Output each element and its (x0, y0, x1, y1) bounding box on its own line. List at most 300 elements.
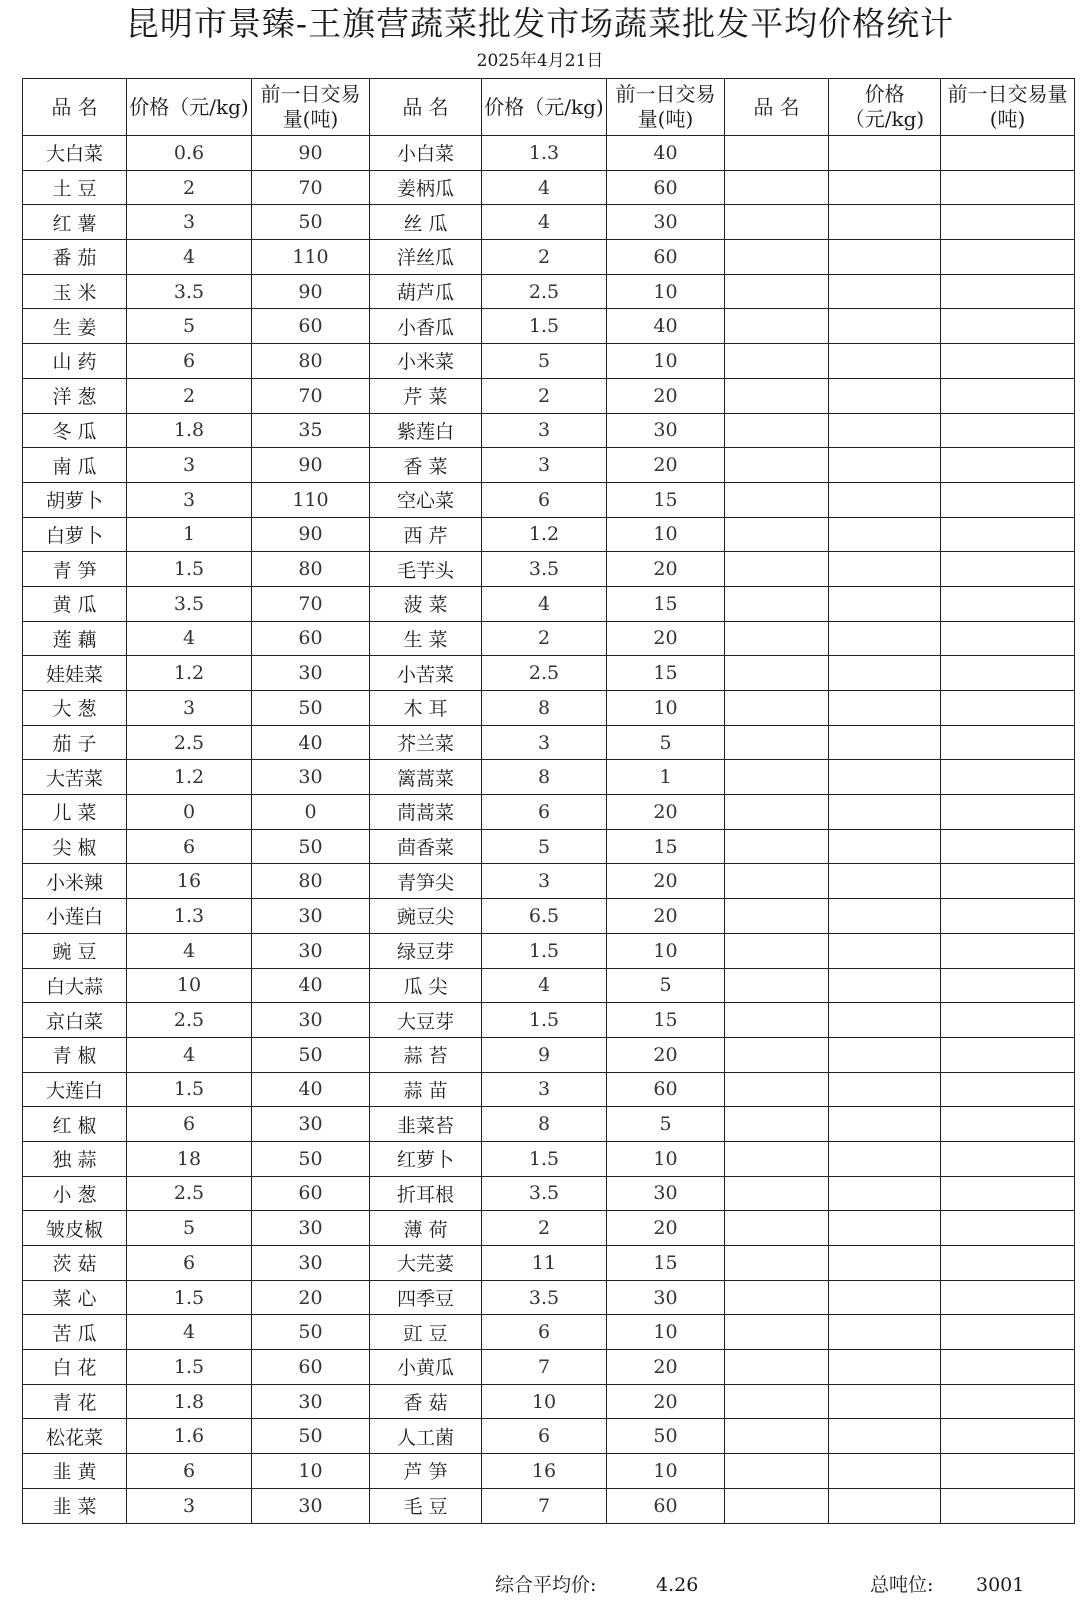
header-row (23, 79, 1075, 136)
veg-price: 4 (482, 586, 607, 621)
empty-cell (941, 864, 1075, 899)
veg-name: 红 椒 (23, 1107, 127, 1142)
veg-name: 毛芋头 (370, 552, 482, 587)
veg-name: 红萝卜 (370, 1141, 482, 1176)
empty-cell (725, 1003, 829, 1038)
veg-volume: 110 (252, 240, 370, 275)
veg-volume: 70 (252, 170, 370, 205)
empty-cell (829, 1176, 941, 1211)
veg-price: 2 (482, 378, 607, 413)
empty-cell (725, 1141, 829, 1176)
veg-price: 3 (482, 413, 607, 448)
veg-volume: 10 (607, 691, 725, 726)
veg-name: 韭菜苔 (370, 1107, 482, 1142)
veg-price: 7 (482, 1488, 607, 1523)
table-row (23, 864, 1075, 899)
veg-name: 韭 黄 (23, 1454, 127, 1489)
veg-price: 3.5 (482, 1280, 607, 1315)
empty-cell (725, 586, 829, 621)
empty-cell (941, 1003, 1075, 1038)
veg-volume: 50 (252, 1037, 370, 1072)
veg-volume: 40 (607, 309, 725, 344)
veg-price: 2.5 (127, 725, 252, 760)
veg-volume: 30 (252, 1211, 370, 1246)
veg-name: 莲 藕 (23, 621, 127, 656)
empty-cell (941, 274, 1075, 309)
table-row (23, 413, 1075, 448)
veg-volume: 40 (607, 136, 725, 171)
empty-cell (829, 586, 941, 621)
veg-price: 3 (482, 1072, 607, 1107)
veg-price: 10 (127, 968, 252, 1003)
empty-cell (829, 274, 941, 309)
veg-name: 四季豆 (370, 1280, 482, 1315)
veg-volume: 50 (607, 1419, 725, 1454)
veg-name: 冬 瓜 (23, 413, 127, 448)
empty-cell (829, 1037, 941, 1072)
empty-cell (941, 309, 1075, 344)
veg-price: 3 (127, 205, 252, 240)
veg-volume: 10 (607, 1454, 725, 1489)
empty-cell (725, 1280, 829, 1315)
veg-price: 0 (127, 795, 252, 830)
veg-name: 韭 菜 (23, 1488, 127, 1523)
veg-name: 小米菜 (370, 344, 482, 379)
table-row (23, 586, 1075, 621)
table-row (23, 795, 1075, 830)
total-tonnage-label: 总吨位: (870, 1574, 934, 1596)
veg-name: 芹 菜 (370, 378, 482, 413)
veg-name: 小黄瓜 (370, 1350, 482, 1385)
table-row (23, 621, 1075, 656)
veg-price: 0.6 (127, 136, 252, 171)
veg-price: 2 (482, 1211, 607, 1246)
veg-price: 6 (127, 1454, 252, 1489)
veg-name: 儿 菜 (23, 795, 127, 830)
empty-cell (829, 691, 941, 726)
empty-cell (829, 1246, 941, 1281)
veg-name: 白 花 (23, 1350, 127, 1385)
veg-volume: 15 (607, 829, 725, 864)
empty-cell (941, 656, 1075, 691)
header-name-2: 品 名 (370, 79, 482, 136)
veg-volume: 80 (252, 864, 370, 899)
empty-cell (725, 309, 829, 344)
veg-volume: 50 (252, 1315, 370, 1350)
empty-cell (941, 1246, 1075, 1281)
veg-volume: 15 (607, 1246, 725, 1281)
veg-name: 白萝卜 (23, 517, 127, 552)
empty-cell (829, 552, 941, 587)
empty-cell (941, 1315, 1075, 1350)
veg-name: 小香瓜 (370, 309, 482, 344)
veg-name: 洋 葱 (23, 378, 127, 413)
veg-name: 小米辣 (23, 864, 127, 899)
table-row (23, 725, 1075, 760)
empty-cell (725, 413, 829, 448)
veg-volume: 40 (252, 725, 370, 760)
veg-volume: 10 (607, 1141, 725, 1176)
veg-price: 4 (482, 968, 607, 1003)
veg-name: 洋丝瓜 (370, 240, 482, 275)
table-row (23, 933, 1075, 968)
veg-name: 蒜 苗 (370, 1072, 482, 1107)
veg-price: 8 (482, 691, 607, 726)
table-row (23, 1246, 1075, 1281)
empty-cell (725, 1350, 829, 1385)
table-row (23, 1003, 1075, 1038)
veg-price: 1.8 (127, 413, 252, 448)
empty-cell (941, 517, 1075, 552)
veg-name: 茴香菜 (370, 829, 482, 864)
empty-cell (829, 448, 941, 483)
veg-volume: 1 (607, 760, 725, 795)
table-row (23, 656, 1075, 691)
veg-price: 18 (127, 1141, 252, 1176)
veg-volume: 70 (252, 586, 370, 621)
veg-name: 青 椒 (23, 1037, 127, 1072)
veg-price: 1.5 (127, 1280, 252, 1315)
veg-price: 1.5 (482, 309, 607, 344)
empty-cell (941, 691, 1075, 726)
veg-name: 青 笋 (23, 552, 127, 587)
veg-price: 2 (482, 621, 607, 656)
empty-cell (829, 1107, 941, 1142)
veg-price: 6 (482, 482, 607, 517)
empty-cell (829, 864, 941, 899)
veg-price: 1.2 (482, 517, 607, 552)
veg-name: 皱皮椒 (23, 1211, 127, 1246)
veg-price: 1.3 (127, 899, 252, 934)
table-row (23, 829, 1075, 864)
veg-name: 茨 菇 (23, 1246, 127, 1281)
veg-price: 1.5 (127, 552, 252, 587)
veg-volume: 5 (607, 968, 725, 1003)
header-volume-3: 前一日交易量(吨) (941, 79, 1075, 136)
veg-name: 茄 子 (23, 725, 127, 760)
empty-cell (941, 1454, 1075, 1489)
empty-cell (829, 656, 941, 691)
table-row (23, 378, 1075, 413)
veg-name: 大白菜 (23, 136, 127, 171)
empty-cell (725, 482, 829, 517)
veg-name: 南 瓜 (23, 448, 127, 483)
veg-volume: 20 (607, 864, 725, 899)
empty-cell (941, 795, 1075, 830)
veg-price: 1.2 (127, 656, 252, 691)
empty-cell (941, 170, 1075, 205)
veg-price: 8 (482, 760, 607, 795)
veg-price: 2.5 (482, 656, 607, 691)
veg-volume: 20 (607, 378, 725, 413)
empty-cell (725, 1107, 829, 1142)
veg-price: 7 (482, 1350, 607, 1385)
veg-volume: 30 (252, 1003, 370, 1038)
empty-cell (941, 1176, 1075, 1211)
empty-cell (725, 1246, 829, 1281)
empty-cell (829, 1454, 941, 1489)
veg-volume: 30 (252, 1107, 370, 1142)
veg-price: 5 (482, 829, 607, 864)
veg-name: 胡萝卜 (23, 482, 127, 517)
table-row (23, 1107, 1075, 1142)
veg-volume: 30 (252, 656, 370, 691)
empty-cell (725, 1211, 829, 1246)
veg-price: 16 (127, 864, 252, 899)
empty-cell (725, 378, 829, 413)
empty-cell (725, 760, 829, 795)
veg-name: 蒜 苔 (370, 1037, 482, 1072)
veg-price: 5 (127, 1211, 252, 1246)
veg-name: 大 葱 (23, 691, 127, 726)
veg-price: 3 (482, 448, 607, 483)
empty-cell (725, 1454, 829, 1489)
veg-name: 小苦菜 (370, 656, 482, 691)
veg-name: 青笋尖 (370, 864, 482, 899)
veg-volume: 80 (252, 344, 370, 379)
empty-cell (829, 170, 941, 205)
veg-volume: 20 (607, 1350, 725, 1385)
veg-name: 绿豆芽 (370, 933, 482, 968)
veg-price: 2.5 (127, 1176, 252, 1211)
veg-volume: 50 (252, 1419, 370, 1454)
empty-cell (941, 378, 1075, 413)
veg-name: 娃娃菜 (23, 656, 127, 691)
empty-cell (941, 1280, 1075, 1315)
table-row (23, 1419, 1075, 1454)
average-price-value: 4.26 (656, 1574, 699, 1596)
veg-price: 1.5 (482, 933, 607, 968)
table-row (23, 1072, 1075, 1107)
veg-name: 白大蒜 (23, 968, 127, 1003)
veg-name: 菠 菜 (370, 586, 482, 621)
veg-name: 大苦菜 (23, 760, 127, 795)
empty-cell (941, 413, 1075, 448)
empty-cell (725, 205, 829, 240)
empty-cell (829, 240, 941, 275)
header-name-3: 品 名 (725, 79, 829, 136)
veg-volume: 60 (607, 240, 725, 275)
empty-cell (941, 448, 1075, 483)
veg-volume: 60 (252, 1350, 370, 1385)
veg-volume: 60 (252, 621, 370, 656)
veg-volume: 30 (607, 1176, 725, 1211)
veg-price: 1.3 (482, 136, 607, 171)
veg-price: 1.5 (127, 1350, 252, 1385)
empty-cell (941, 899, 1075, 934)
veg-price: 6 (482, 1315, 607, 1350)
empty-cell (725, 517, 829, 552)
empty-cell (941, 586, 1075, 621)
empty-cell (829, 968, 941, 1003)
empty-cell (829, 1419, 941, 1454)
veg-volume: 60 (607, 170, 725, 205)
veg-name: 豌豆尖 (370, 899, 482, 934)
veg-volume: 30 (607, 205, 725, 240)
veg-price: 2.5 (127, 1003, 252, 1038)
veg-price: 4 (127, 1037, 252, 1072)
veg-price: 10 (482, 1384, 607, 1419)
table-row (23, 1141, 1075, 1176)
veg-volume: 20 (607, 1037, 725, 1072)
table-row (23, 1350, 1075, 1385)
empty-cell (941, 552, 1075, 587)
empty-cell (829, 136, 941, 171)
empty-cell (829, 760, 941, 795)
veg-name: 黄 瓜 (23, 586, 127, 621)
table-row (23, 274, 1075, 309)
veg-volume: 90 (252, 448, 370, 483)
veg-price: 11 (482, 1246, 607, 1281)
veg-volume: 60 (252, 1176, 370, 1211)
header-price-3: 价格（元/kg) (829, 79, 941, 136)
veg-name: 折耳根 (370, 1176, 482, 1211)
veg-volume: 90 (252, 517, 370, 552)
empty-cell (829, 1350, 941, 1385)
empty-cell (941, 136, 1075, 171)
empty-cell (941, 760, 1075, 795)
table-row (23, 1315, 1075, 1350)
veg-volume: 20 (607, 1211, 725, 1246)
table-row (23, 136, 1075, 171)
table-row (23, 1280, 1075, 1315)
veg-volume: 15 (607, 482, 725, 517)
veg-price: 3 (127, 482, 252, 517)
empty-cell (941, 829, 1075, 864)
empty-cell (829, 899, 941, 934)
veg-volume: 30 (607, 413, 725, 448)
empty-cell (725, 621, 829, 656)
empty-cell (829, 725, 941, 760)
veg-price: 4 (127, 621, 252, 656)
empty-cell (725, 240, 829, 275)
veg-price: 3.5 (482, 552, 607, 587)
veg-price: 3 (482, 725, 607, 760)
veg-name: 木 耳 (370, 691, 482, 726)
veg-name: 毛 豆 (370, 1488, 482, 1523)
table-row (23, 205, 1075, 240)
veg-name: 芦 笋 (370, 1454, 482, 1489)
veg-name: 尖 椒 (23, 829, 127, 864)
veg-name: 玉 米 (23, 274, 127, 309)
empty-cell (829, 413, 941, 448)
veg-name: 瓜 尖 (370, 968, 482, 1003)
empty-cell (725, 1384, 829, 1419)
veg-price: 1.5 (482, 1003, 607, 1038)
veg-volume: 20 (607, 795, 725, 830)
table-row (23, 760, 1075, 795)
veg-name: 小莲白 (23, 899, 127, 934)
table-row (23, 1211, 1075, 1246)
empty-cell (829, 344, 941, 379)
empty-cell (829, 829, 941, 864)
veg-volume: 90 (252, 136, 370, 171)
veg-volume: 10 (607, 274, 725, 309)
veg-price: 3 (127, 691, 252, 726)
empty-cell (725, 795, 829, 830)
veg-price: 1.5 (482, 1141, 607, 1176)
veg-price: 5 (482, 344, 607, 379)
veg-volume: 10 (607, 1315, 725, 1350)
veg-price: 4 (127, 1315, 252, 1350)
empty-cell (725, 274, 829, 309)
veg-name: 大芫荽 (370, 1246, 482, 1281)
header-volume-2: 前一日交易量(吨) (607, 79, 725, 136)
veg-price: 4 (482, 205, 607, 240)
table-row (23, 1488, 1075, 1523)
veg-volume: 30 (252, 1246, 370, 1281)
veg-volume: 40 (252, 1072, 370, 1107)
empty-cell (725, 344, 829, 379)
veg-price: 1 (127, 517, 252, 552)
table-row (23, 482, 1075, 517)
veg-name: 薄 荷 (370, 1211, 482, 1246)
empty-cell (941, 968, 1075, 1003)
veg-price: 3.5 (127, 274, 252, 309)
empty-cell (941, 1141, 1075, 1176)
veg-name: 丝 瓜 (370, 205, 482, 240)
veg-volume: 10 (607, 933, 725, 968)
veg-name: 紫莲白 (370, 413, 482, 448)
table-row (23, 448, 1075, 483)
header-price-1: 价格（元/kg) (127, 79, 252, 136)
table-row (23, 517, 1075, 552)
table-body (23, 136, 1075, 1524)
veg-name: 番 茄 (23, 240, 127, 275)
veg-volume: 15 (607, 656, 725, 691)
veg-volume: 20 (252, 1280, 370, 1315)
veg-volume: 30 (607, 1280, 725, 1315)
veg-price: 2 (127, 378, 252, 413)
empty-cell (725, 1419, 829, 1454)
veg-volume: 80 (252, 552, 370, 587)
veg-price: 1.5 (127, 1072, 252, 1107)
veg-name: 大豆芽 (370, 1003, 482, 1038)
table-row (23, 344, 1075, 379)
veg-name: 苦 瓜 (23, 1315, 127, 1350)
veg-volume: 20 (607, 448, 725, 483)
table-row (23, 309, 1075, 344)
empty-cell (941, 933, 1075, 968)
veg-volume: 50 (252, 205, 370, 240)
veg-name: 香 菇 (370, 1384, 482, 1419)
empty-cell (941, 1211, 1075, 1246)
empty-cell (941, 344, 1075, 379)
empty-cell (829, 517, 941, 552)
empty-cell (829, 795, 941, 830)
average-price-label: 综合平均价: (495, 1574, 597, 1596)
table-row (23, 170, 1075, 205)
veg-name: 京白菜 (23, 1003, 127, 1038)
empty-cell (941, 1488, 1075, 1523)
veg-name: 茼蒿菜 (370, 795, 482, 830)
empty-cell (725, 691, 829, 726)
veg-name: 西 芹 (370, 517, 482, 552)
veg-volume: 60 (607, 1072, 725, 1107)
empty-cell (725, 968, 829, 1003)
veg-volume: 110 (252, 482, 370, 517)
veg-price: 6 (482, 795, 607, 830)
veg-volume: 10 (607, 517, 725, 552)
table-row (23, 552, 1075, 587)
veg-price: 6 (127, 344, 252, 379)
total-tonnage-value: 3001 (976, 1574, 1025, 1596)
empty-cell (725, 864, 829, 899)
empty-cell (829, 1003, 941, 1038)
veg-name: 菜 心 (23, 1280, 127, 1315)
veg-price: 3.5 (127, 586, 252, 621)
empty-cell (829, 378, 941, 413)
